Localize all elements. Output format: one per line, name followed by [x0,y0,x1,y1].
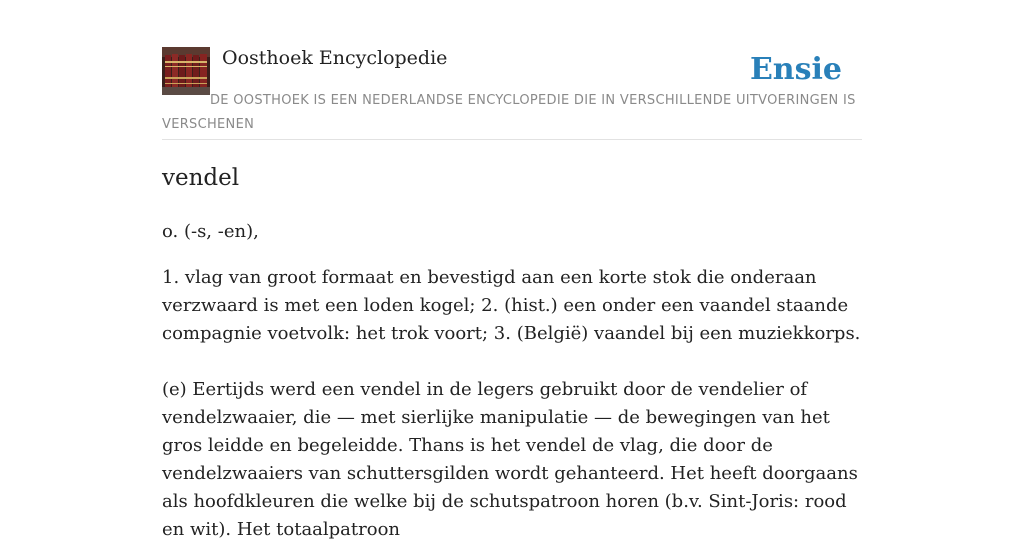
entry-definition: 1. vlag van groot formaat en bevestigd aan een korte stok die onderaan verzwaard is met een loden kogel; 2. (hist.) een onder een vaandel staande compagnie voetvolk: het trok voort; 3. (België) vaandel bij een muziekkorps. [162,267,861,344]
encyclopedia-books-icon[interactable] [162,47,210,95]
entry-grammar: o. (-s, -en), [162,221,259,242]
site-header [162,46,862,140]
brand-logo[interactable]: Ensie [749,52,842,87]
site-tagline: DE OOSTHOEK IS EEN NEDERLANDSE ENCYCLOPEDIE DIE IN VERSCHILLENDE UITVOERINGEN IS VERSCHENEN [162,93,856,132]
entry-etymology: (e) Eertijds werd een vendel in de legers gebruikt door de vendelier of vendelzwaaier, die — met sierlijke manipulatie — de bewegingen van het gros leidde en begeleidde. Thans is het vendel de vlag, die door de vendelzwaaiers van schuttersgilden wordt gehanteerd. Het heeft doorgaans als hoofdkleuren die welke bij de schutspatroon horen (b.v. Sint-Joris: rood en wit). Het totaalpatroon [162,379,858,540]
entry-title: vendel [162,165,240,191]
encyclopedia-entry [162,160,862,540]
site-title[interactable]: Oosthoek Encyclopedie [222,47,448,69]
